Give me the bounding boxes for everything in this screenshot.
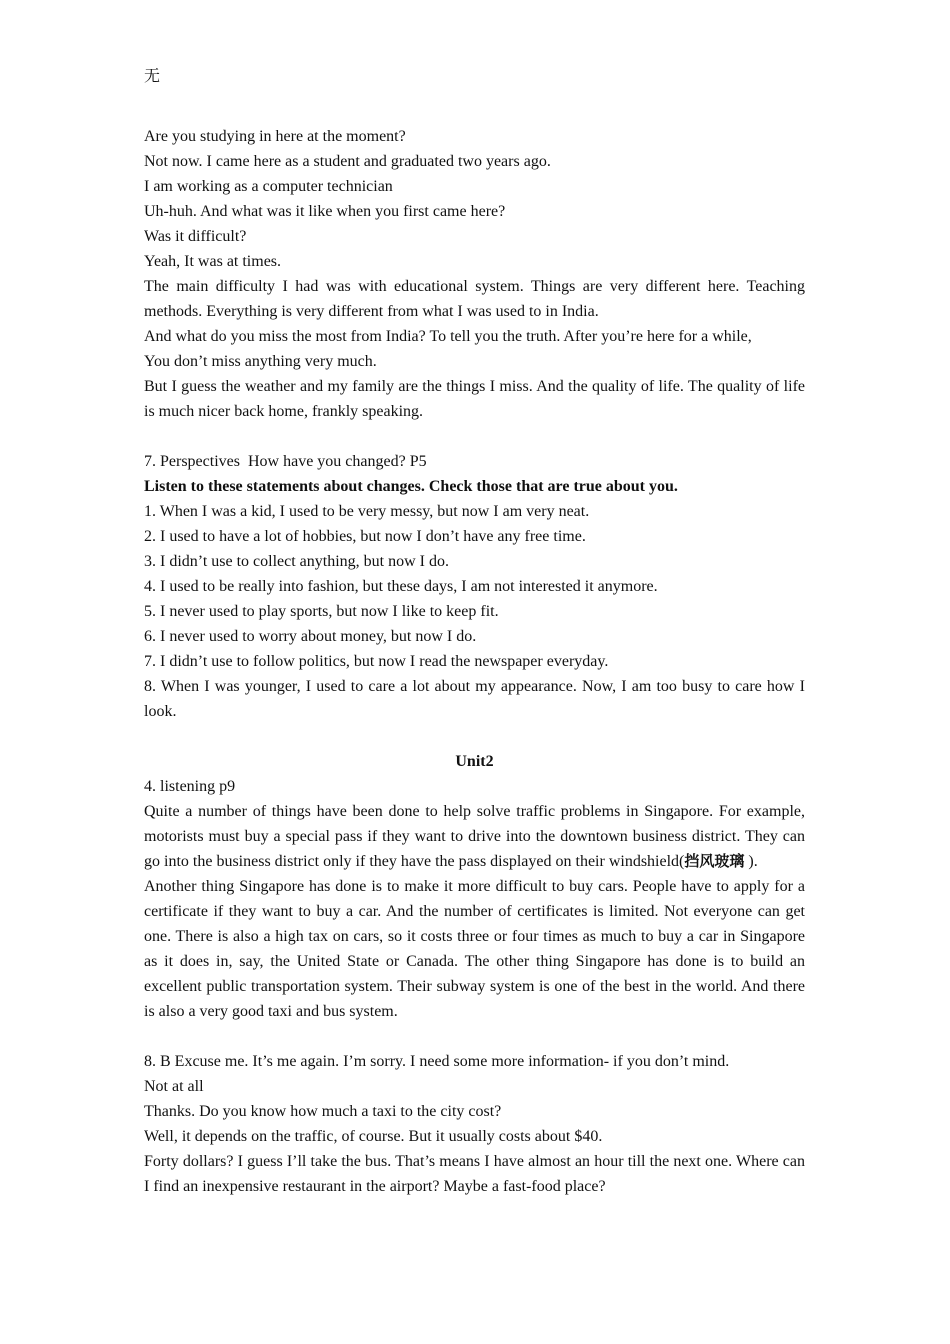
listening-paragraph-1 <box>144 799 805 874</box>
dialogue-line: Uh-huh. And what was it like when you first came here? <box>144 203 506 220</box>
dialogue-line: Yeah, It was at times. <box>144 253 282 270</box>
dialogue-line: Well, it depends on the traffic, of course. But it usually costs about $40. <box>144 1128 603 1145</box>
spacer <box>144 1024 805 1049</box>
paragraph-text-end: ). <box>744 853 758 870</box>
dialogue-line: Not now. I came here as a student and graduated two years ago. <box>144 153 551 170</box>
listening-heading: 4. listening p9 <box>144 778 236 795</box>
statement-item: 4. I used to be really into fashion, but these days, I am not interested it anymore. <box>144 578 658 595</box>
chinese-gloss: 挡风玻璃 <box>684 852 745 870</box>
dialogue-line: Was it difficult? <box>144 228 247 245</box>
section-heading: 7. Perspectives How have you changed? P5 <box>144 453 427 470</box>
unit-title: Unit2 <box>455 753 494 770</box>
listening-paragraph-2: Another thing Singapore has done is to make it more difficult to buy cars. People have to apply for a certificate if they want to buy a car. And the number of certificates is limited. Not everyone can get one. There is also a high tax on cars, so it costs three or four times as much to buy a car in Singapore as it does in, say, the United State or Canada. The other thing Singapore has done is to build an excellent public transportation system. Their subway system is one of the best in the world. And there is also a very good taxi and bus system. <box>144 878 805 1020</box>
dialogue-line: Thanks. Do you know how much a taxi to the city cost? <box>144 1103 502 1120</box>
section-7-perspectives <box>144 449 809 724</box>
dialogue-section-8b <box>144 1049 809 1199</box>
spacer <box>144 424 805 449</box>
paragraph-text: Quite a number of things have been done to help solve traffic problems in Singapore. For example, motorists must buy a special pass if they want to drive into the downtown business district. They can go into the business district only if they have the pass displayed on their windshield( <box>144 803 805 870</box>
dialogue-line: Are you studying in here at the moment? <box>144 128 406 145</box>
spacer <box>144 89 805 124</box>
statement-item: 5. I never used to play sports, but now I like to keep fit. <box>144 603 499 620</box>
statement-item: 1. When I was a kid, I used to be very messy, but now I am very neat. <box>144 503 590 520</box>
section-instruction: Listen to these statements about changes. Check those that are true about you. <box>144 478 678 495</box>
spacer <box>144 724 805 749</box>
statement-item: 3. I didn’t use to collect anything, but now I do. <box>144 553 449 570</box>
statement-item: 6. I never used to worry about money, but now I do. <box>144 628 477 645</box>
dialogue-paragraph: The main difficulty I had was with educational system. Things are very different here. Teaching methods. Everything is very different from what I was used to in India. <box>144 278 809 320</box>
document-page <box>144 64 809 1199</box>
unit2-section <box>144 749 805 1024</box>
dialogue-line: 8. B Excuse me. It’s me again. I’m sorry. I need some more information- if you don’t mind. <box>144 1053 730 1070</box>
statement-item: 7. I didn’t use to follow politics, but now I read the newspaper everyday. <box>144 653 609 670</box>
dialogue-line: I am working as a computer technician <box>144 178 393 195</box>
dialogue-line: And what do you miss the most from India? To tell you the truth. After you’re here for a while, <box>144 328 752 345</box>
statement-item: 8. When I was younger, I used to care a lot about my appearance. Now, I am too busy to care how I look. <box>144 678 809 720</box>
dialogue-section-1 <box>144 124 809 424</box>
dialogue-line: Not at all <box>144 1078 204 1095</box>
dialogue-paragraph: But I guess the weather and my family are the things I miss. And the quality of life. The quality of life is much nicer back home, frankly speaking. <box>144 378 809 420</box>
dialogue-line: You don’t miss anything very much. <box>144 353 377 370</box>
statement-item: 2. I used to have a lot of hobbies, but now I don’t have any free time. <box>144 528 586 545</box>
header-character: 无 <box>144 68 161 85</box>
dialogue-paragraph: Forty dollars? I guess I’ll take the bus. That’s means I have almost an hour till the next one. Where can I find an inexpensive restaurant in the airport? Maybe a fast-food place? <box>144 1153 809 1195</box>
